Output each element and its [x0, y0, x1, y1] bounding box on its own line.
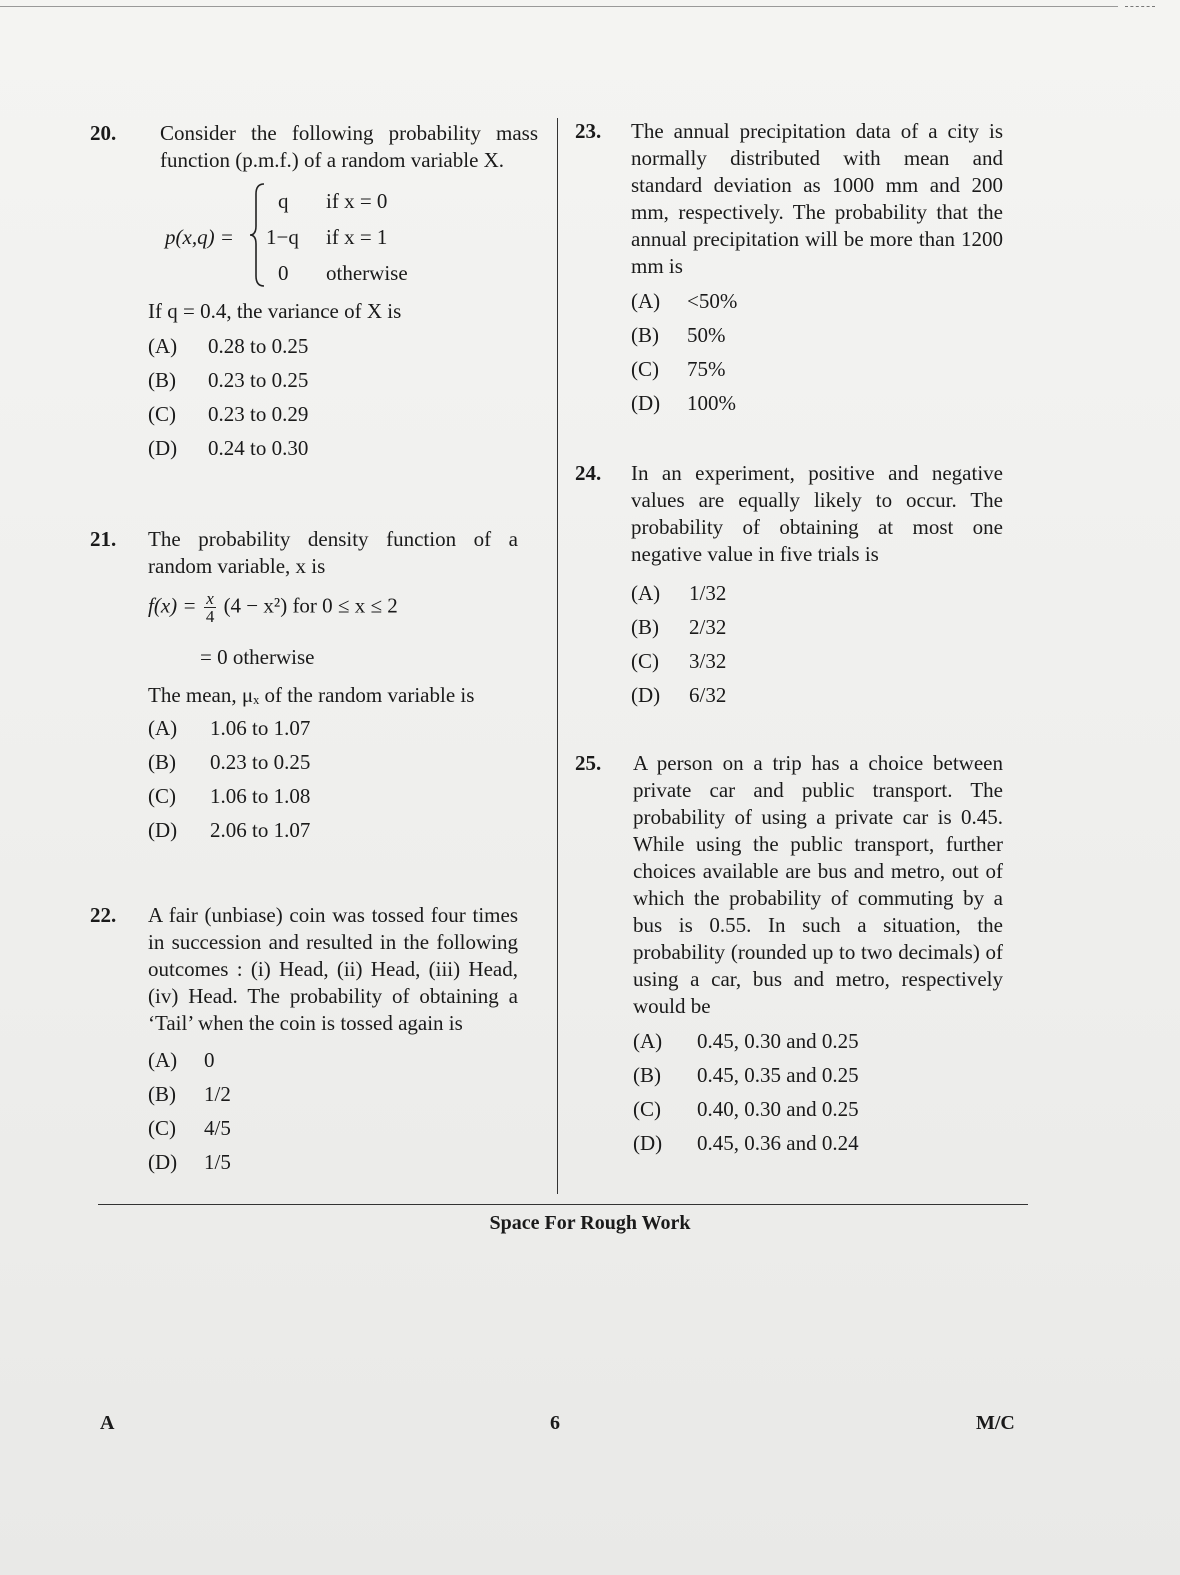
question-text: The annual precipitation data of a city is normally distributed with mean and standard deviation as 1000 mm and 200 mm, respectively. The probability that the annual precipitation will be more than 1200 mm is [631, 119, 1003, 278]
option-text: 1.06 to 1.07 [210, 716, 311, 740]
option-label: (D) [148, 818, 178, 842]
option-label: (D) [148, 1150, 178, 1174]
top-rule [0, 6, 1118, 7]
case-condition: otherwise [326, 261, 408, 285]
option-label: (B) [631, 323, 659, 347]
option-label: (A) [633, 1029, 663, 1053]
option-text: 0.45, 0.36 and 0.24 [697, 1131, 859, 1155]
option-b[interactable] [148, 363, 538, 397]
question-text: Consider the following probability mass function (p.m.f.) of a random variable X. [160, 121, 538, 172]
pmf-lhs: p(x,q) = [165, 225, 234, 249]
option-a[interactable] [631, 576, 1005, 610]
fraction [204, 590, 217, 625]
case-condition: if x = 1 [326, 225, 388, 249]
question-number: 21. [90, 527, 117, 551]
option-c[interactable] [148, 397, 538, 431]
footer-subject-code: M/C [976, 1412, 1015, 1434]
option-text: 1/32 [689, 581, 727, 605]
option-d[interactable] [148, 813, 538, 847]
question-number: 24. [575, 461, 602, 485]
option-label: (D) [148, 436, 178, 460]
left-brace-icon [248, 182, 268, 288]
options-list [148, 1043, 538, 1179]
option-label: (A) [148, 1048, 178, 1072]
option-text: 6/32 [689, 683, 727, 707]
column-divider [557, 118, 558, 1194]
right-column [575, 118, 1005, 1160]
top-dash [1125, 6, 1155, 8]
option-text: 1/2 [204, 1082, 231, 1106]
option-d[interactable] [631, 678, 1005, 712]
option-label: (C) [148, 784, 176, 808]
option-a[interactable] [148, 329, 538, 363]
option-text: 0.23 to 0.25 [208, 368, 309, 392]
option-text: 0.45, 0.30 and 0.25 [697, 1029, 859, 1053]
question-21 [90, 526, 538, 882]
case-value: 0 [278, 261, 289, 285]
option-b[interactable] [631, 610, 1005, 644]
question-22 [90, 902, 538, 1179]
option-label: (C) [148, 1116, 176, 1140]
option-label: (A) [631, 581, 661, 605]
case-value: 1−q [266, 225, 299, 249]
option-text: <50% [687, 289, 738, 313]
question-25 [575, 750, 1005, 1160]
pmf-equation [90, 182, 538, 292]
fraction-numerator: x [204, 590, 217, 608]
question-number: 25. [575, 751, 602, 775]
option-label: (C) [148, 402, 176, 426]
left-column [90, 118, 538, 1179]
option-label: (D) [631, 391, 661, 415]
pdf-otherwise: = 0 otherwise [200, 645, 315, 669]
option-c[interactable] [148, 1111, 538, 1145]
case-condition: if x = 0 [326, 189, 388, 213]
option-a[interactable] [633, 1024, 1005, 1058]
fraction-denominator: 4 [205, 607, 215, 626]
option-label: (C) [633, 1097, 661, 1121]
pdf-line-1 [148, 590, 398, 625]
options-list [148, 711, 538, 847]
option-d[interactable] [148, 1145, 538, 1179]
option-label: (D) [631, 683, 661, 707]
options-list [148, 329, 538, 465]
option-a[interactable] [148, 1043, 538, 1077]
option-text: 100% [687, 391, 736, 415]
question-text: In an experiment, positive and negative values are equally likely to occur. The probability of obtaining at most one negative value in five trials is [631, 461, 1003, 566]
option-text: 0.40, 0.30 and 0.25 [697, 1097, 859, 1121]
option-b[interactable] [633, 1058, 1005, 1092]
question-23 [575, 118, 1005, 420]
question-number: 22. [90, 903, 117, 927]
option-label: (B) [631, 615, 659, 639]
option-text: 2.06 to 1.07 [210, 818, 311, 842]
option-label: (D) [633, 1131, 663, 1155]
question-stem: The mean, μₓ of the random variable is [148, 683, 475, 707]
option-text: 1/5 [204, 1150, 231, 1174]
option-b[interactable] [148, 1077, 538, 1111]
options-list [633, 1024, 1005, 1160]
footer-page-number: 6 [550, 1412, 560, 1434]
option-d[interactable] [631, 386, 1005, 420]
option-label: (B) [148, 750, 176, 774]
pdf-equation [148, 586, 538, 676]
options-list [631, 576, 1005, 712]
option-text: 0 [204, 1048, 215, 1072]
footer-booklet-code: A [100, 1412, 115, 1434]
option-text: 0.23 to 0.25 [210, 750, 311, 774]
question-number: 20. [90, 121, 117, 145]
option-text: 0.28 to 0.25 [208, 334, 309, 358]
options-list [631, 284, 1005, 420]
question-text: A person on a trip has a choice between private car and public transport. The probability of using a private car is 0.45. While using the public transport, further choices available are bus and metro, out of which the probability of commuting by a bus is 0.55. In such a situation, the probability (rounded up to two decimals) of using a car, bus and metro, respectively would be [633, 751, 1003, 1018]
option-label: (B) [148, 368, 176, 392]
option-text: 2/32 [689, 615, 727, 639]
pdf-lhs: f(x) = [148, 593, 197, 618]
option-label: (C) [631, 357, 659, 381]
option-label: (B) [633, 1063, 661, 1087]
rough-work-heading: Space For Rough Work [489, 1212, 691, 1234]
option-c[interactable] [148, 779, 538, 813]
option-b[interactable] [631, 318, 1005, 352]
option-d[interactable] [148, 431, 538, 465]
option-a[interactable] [148, 711, 538, 745]
option-text: 4/5 [204, 1116, 231, 1140]
question-24 [575, 460, 1005, 712]
option-label: (B) [148, 1082, 176, 1106]
option-label: (A) [148, 716, 178, 740]
question-20 [90, 120, 538, 512]
option-text: 3/32 [689, 649, 727, 673]
option-text: 1.06 to 1.08 [210, 784, 311, 808]
option-text: 75% [687, 357, 726, 381]
option-a[interactable] [631, 284, 1005, 318]
question-text: A fair (unbiase) coin was tossed four times in succession and resulted in the following outcomes : (i) Head, (ii) Head, (iii) Head, (iv) Head. The probability of obtaining a ‘Tail’ when the coin is tossed again is [148, 903, 518, 1035]
option-label: (C) [631, 649, 659, 673]
option-label: (A) [631, 289, 661, 313]
option-label: (A) [148, 334, 178, 358]
question-number: 23. [575, 119, 602, 143]
option-b[interactable] [148, 745, 538, 779]
option-text: 0.24 to 0.30 [208, 436, 309, 460]
question-stem: If q = 0.4, the variance of X is [148, 299, 402, 323]
option-c[interactable] [631, 644, 1005, 678]
case-value: q [278, 189, 289, 213]
option-c[interactable] [631, 352, 1005, 386]
option-d[interactable] [633, 1126, 1005, 1160]
bottom-rule [98, 1204, 1028, 1205]
pdf-rhs: (4 − x²) for 0 ≤ x ≤ 2 [223, 593, 398, 618]
option-text: 0.23 to 0.29 [208, 402, 309, 426]
option-c[interactable] [633, 1092, 1005, 1126]
question-text: The probability density function of a random variable, x is [148, 527, 518, 578]
option-text: 50% [687, 323, 726, 347]
option-text: 0.45, 0.35 and 0.25 [697, 1063, 859, 1087]
